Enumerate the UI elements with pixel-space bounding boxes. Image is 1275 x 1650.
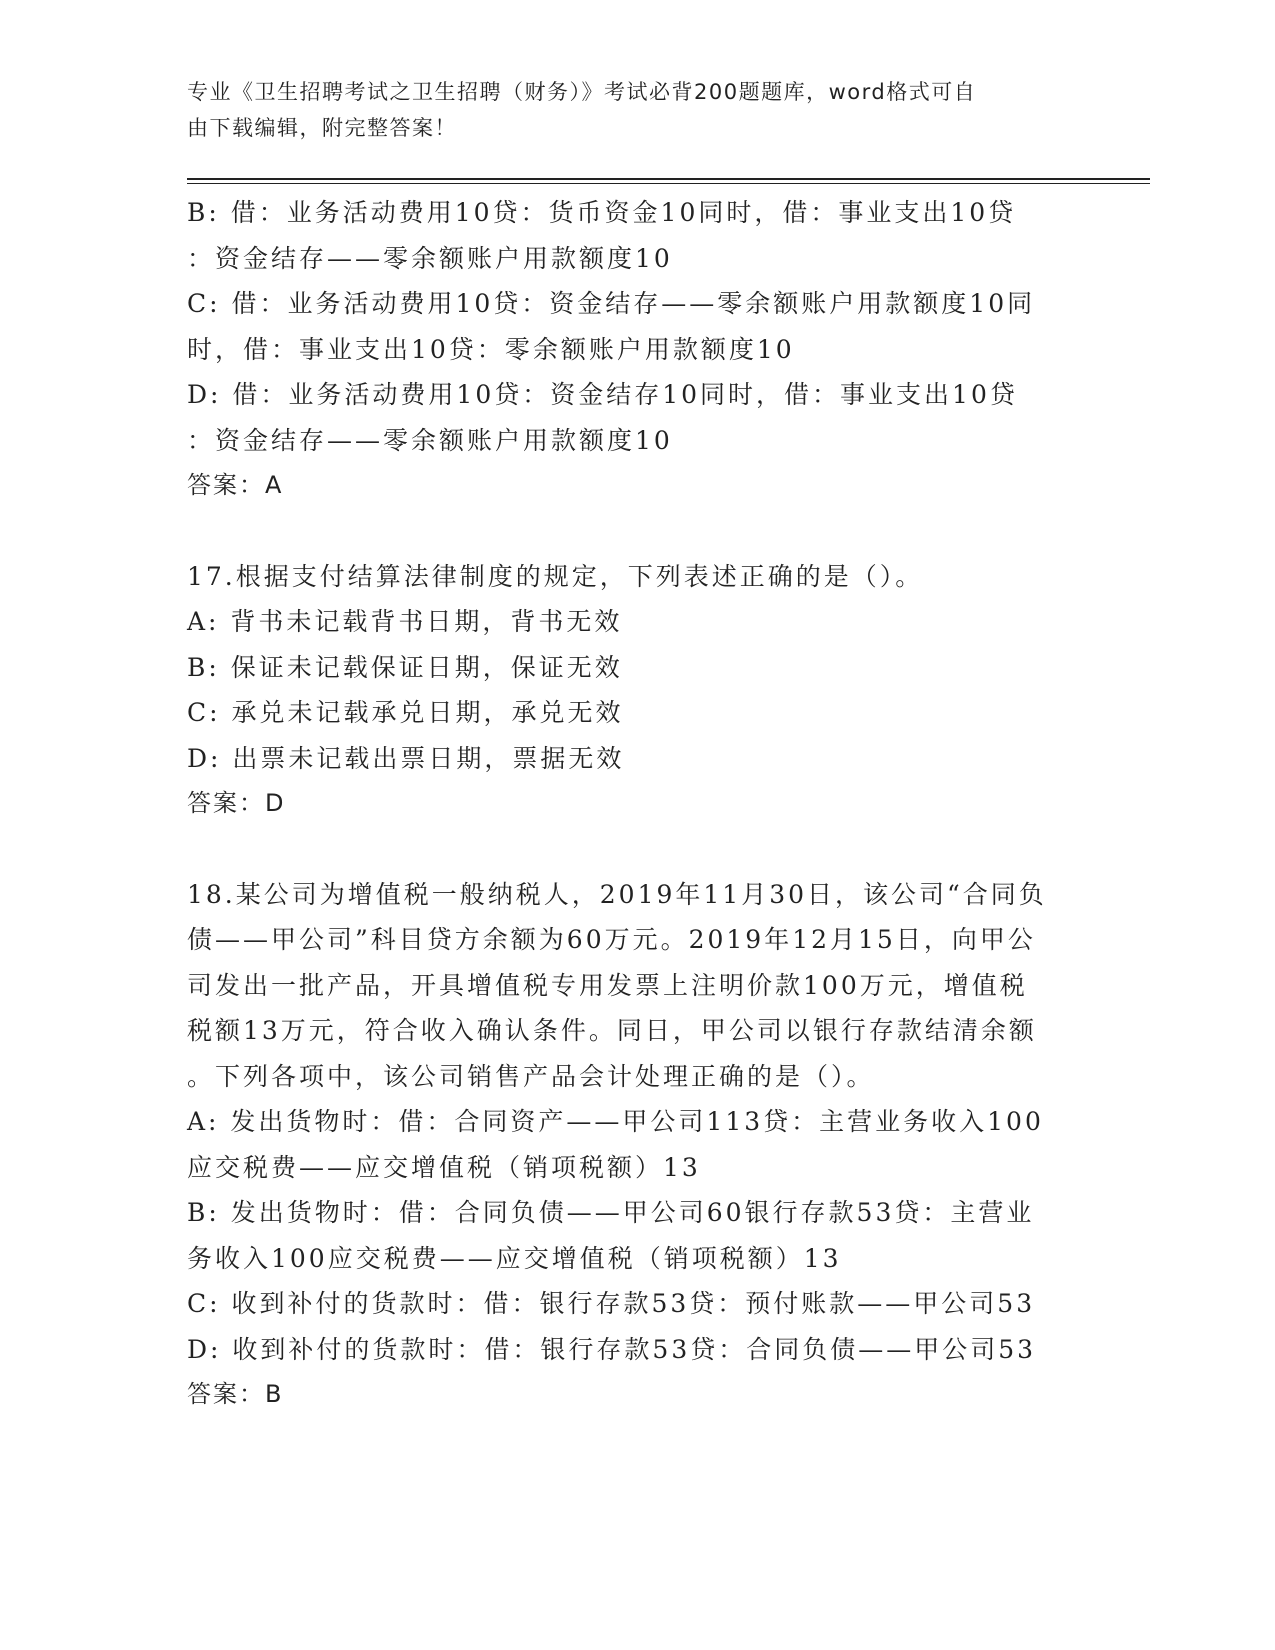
option-d: D: 出票未记载出票日期，票据无效	[187, 743, 625, 773]
question-stem-line-4: 税额13万元，符合收入确认条件。同日，甲公司以银行存款结清余额	[187, 1016, 1037, 1045]
option-c-line-2: 时，借：事业支出10贷：零余额账户用款额度10	[187, 334, 795, 364]
option-c: C: 收到补付的货款时：借：银行存款53贷：预付账款——甲公司53	[187, 1289, 1036, 1318]
answer-line: 答案：B	[187, 1380, 284, 1408]
option-d-line-1: D: 借：业务活动费用10贷：资金结存10同时，借：事业支出10贷	[187, 380, 1018, 409]
header-line-2: 由下载编辑，附完整答案！	[187, 116, 457, 140]
question-17-block	[187, 554, 1087, 827]
option-b-line-1: B: 发出货物时：借：合同负债——甲公司60银行存款53贷：主营业	[187, 1198, 1035, 1227]
header-divider-thin	[187, 183, 1150, 184]
spacer	[187, 509, 1087, 554]
option-a-line-2: 应交税费——应交增值税（销项税额）13	[187, 1152, 701, 1182]
option-d: D: 收到补付的货款时：借：银行存款53贷：合同负债——甲公司53	[187, 1334, 1037, 1364]
option-d-line-2: ：资金结存——零余额账户用款额度10	[187, 425, 673, 455]
question-16-block	[187, 190, 1087, 509]
option-b-line-2: ：资金结存——零余额账户用款额度10	[187, 243, 673, 273]
option-c-line-1: C: 借：业务活动费用10贷：资金结存——零余额账户用款额度10同	[187, 289, 1036, 318]
answer-line: 答案：A	[187, 471, 284, 499]
option-b-line-2: 务收入100应交税费——应交增值税（销项税额）13	[187, 1243, 842, 1273]
question-stem-line-1: 18.某公司为增值税一般纳税人，2019年11月30日，该公司“合同负	[187, 879, 1047, 909]
question-stem: 17.根据支付结算法律制度的规定，下列表述正确的是（）。	[187, 561, 924, 591]
option-b-line-1: B: 借：业务活动费用10贷：货币资金10同时，借：事业支出10贷	[187, 198, 1017, 227]
header-divider-thick	[187, 178, 1150, 180]
question-18-block	[187, 872, 1087, 1418]
header-line-1: 专业《卫生招聘考试之卫生招聘（财务）》考试必背200题题库，word格式可自	[187, 80, 977, 104]
question-stem-line-2: 债——甲公司”科目贷方余额为60万元。2019年12月15日，向甲公	[187, 925, 1036, 954]
option-a-line-1: A: 发出货物时：借：合同资产——甲公司113贷：主营业务收入100	[187, 1107, 1044, 1136]
option-b: B: 保证未记载保证日期，保证无效	[187, 652, 623, 682]
option-c: C: 承兑未记载承兑日期，承兑无效	[187, 698, 624, 727]
answer-line: 答案：D	[187, 789, 286, 817]
spacer	[187, 827, 1087, 872]
document-header	[187, 74, 1067, 146]
question-stem-line-5: 。下列各项中，该公司销售产品会计处理正确的是（）。	[187, 1061, 875, 1091]
option-a: A: 背书未记载背书日期，背书无效	[187, 607, 623, 636]
question-content	[187, 190, 1087, 1418]
question-stem-line-3: 司发出一批产品，开具增值税专用发票上注明价款100万元，增值税	[187, 970, 1028, 1000]
